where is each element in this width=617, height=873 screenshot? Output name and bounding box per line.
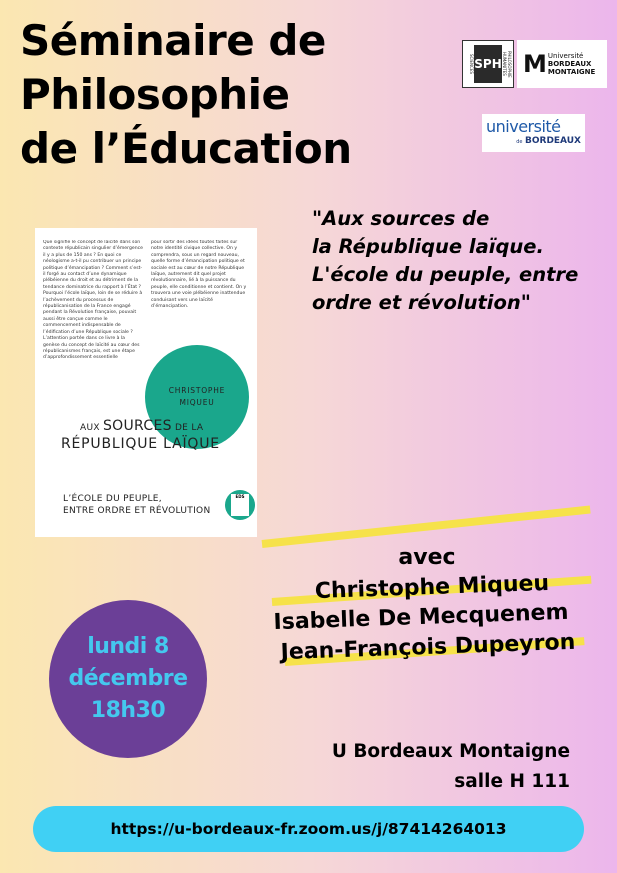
book-cover-image xyxy=(35,228,257,537)
book-title-big: SOURCES xyxy=(102,418,172,434)
sph-logo-mark: SPH xyxy=(474,45,502,83)
venue-place: U Bordeaux Montaigne xyxy=(331,741,570,762)
universite-bordeaux-logo xyxy=(482,114,585,152)
ubm-logo-line-1: Université xyxy=(547,52,584,60)
quote-line-1: "Aux sources de xyxy=(312,207,490,230)
speaker-name: Jean-François Dupeyron xyxy=(280,629,576,666)
sph-logo-side-left: SCIENCES xyxy=(469,54,474,74)
sph-logo-side-right: PHILOSOPHIE HUMANITES xyxy=(502,50,512,78)
book-author-first: CHRISTOPHE xyxy=(168,386,226,395)
page-title xyxy=(20,14,460,176)
book-subtitle-line-1: L’ÉCOLE DU PEUPLE, xyxy=(63,494,162,504)
speaker-name: Christophe Miqueu xyxy=(314,570,550,605)
speakers-intro: avec xyxy=(398,545,456,570)
highlight-stripe xyxy=(262,506,591,548)
quote-line-2: la République laïque. xyxy=(312,235,544,258)
seminar-quote xyxy=(312,205,612,317)
title-line-3: de l’Éducation xyxy=(20,124,352,173)
speaker-name: Isabelle De Mecquenem xyxy=(273,599,569,636)
book-publisher-logo: EDS xyxy=(231,494,249,516)
quote-line-3: L'école du peuple, entre xyxy=(312,263,579,286)
ub-logo-small: de xyxy=(516,139,523,145)
date-month: décembre xyxy=(68,666,188,691)
book-title-line-1 xyxy=(80,418,255,434)
ubm-logo-line-3: MONTAIGNE xyxy=(547,68,596,76)
book-title-small-2: DE LA xyxy=(174,423,204,433)
date-day: lundi 8 xyxy=(87,634,169,659)
book-subtitle-line-2: ENTRE ORDRE ET RÉVOLUTION xyxy=(63,506,211,516)
ub-logo-line-1: université xyxy=(486,117,561,136)
book-back-text-col1: Que signifie le concept de laïcité dans son contexte républicain singulier d’émergence il y a plus de 150 ans ? En quoi ce néologisme a-t-il pu contribuer un principe politique d’émancipation ? Comment s’est-il forgé au contact d’une dynamique plébéienne du droit et au détriment de la tendance dominatrice du rapport à l’État ? Pourquoi l’école laïque, loin de se réduire à l’achèvement du processus de républicanisation de la France engagé pendant la Révolution française, pouvait aussi être conçue comme le commencement indispensable de l’édification d’une République sociale ? L’attention portée dans ce livre à la genèse du concept de laïcité au cœur des républicanismes français, est une étape d’approfondissement essentielle xyxy=(43,240,143,361)
title-line-2: Philosophie xyxy=(20,70,290,119)
book-title-line-2: RÉPUBLIQUE LAÏQUE xyxy=(61,436,220,452)
book-subtitle xyxy=(63,493,228,517)
book-author-last: MIQUEU xyxy=(179,398,215,407)
venue-info xyxy=(290,737,570,797)
date-time: 18h30 xyxy=(90,698,166,723)
ubm-logo-line-2: BORDEAUX xyxy=(547,60,592,68)
book-title-small-1: AUX xyxy=(80,423,100,433)
venue-room: salle H 111 xyxy=(454,771,570,792)
title-line-1: Séminaire de xyxy=(20,16,326,65)
sph-logo xyxy=(462,40,514,88)
bordeaux-montaigne-logo xyxy=(517,40,607,88)
date-badge xyxy=(49,600,207,758)
ub-logo-bold: BORDEAUX xyxy=(525,136,581,146)
bordeaux-montaigne-logo-mark: M xyxy=(523,50,544,78)
quote-line-4: ordre et révolution" xyxy=(312,291,531,314)
zoom-link[interactable]: https://u-bordeaux-fr.zoom.us/j/87414264013 xyxy=(33,806,584,852)
speakers-block xyxy=(262,543,602,666)
book-back-text-col2: pour sortir des idées toutes faites sur notre identité civique collective. On y comprendra, sous un regard nouveau, quelle forme d’émancipation politique et sociale est au cœur de notre République laïque, autrement dit quel projet révolutionnaire, lié à la puissance du peuple, elle conditionne et contient. On y trouvera une voie plébéienne inattendue conduisant vers une laïcité d’émancipation. xyxy=(151,240,247,310)
